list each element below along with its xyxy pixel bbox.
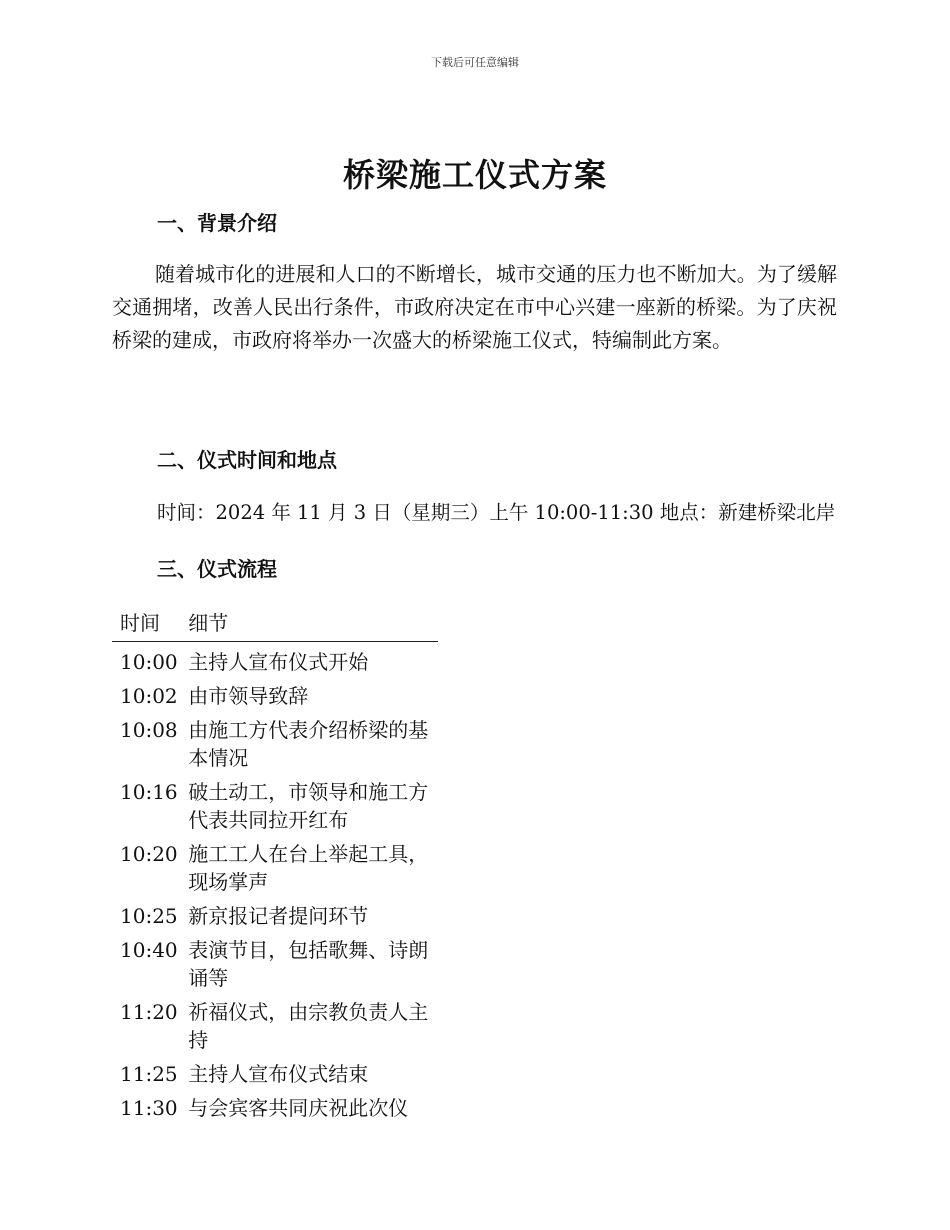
table-row (112, 775, 438, 837)
row-detail: 由施工方代表介绍桥梁的基本情况 (188, 718, 429, 770)
row-detail: 新京报记者提问环节 (188, 904, 369, 928)
row-detail: 施工工人在台上举起工具，现场掌声 (188, 842, 429, 894)
row-time: 11:30 (120, 1096, 178, 1120)
row-time: 11:25 (120, 1062, 178, 1086)
page-title: 桥梁施工仪式方案 (342, 156, 607, 194)
row-time: 10:02 (120, 684, 178, 708)
row-detail: 表演节目，包括歌舞、诗朗诵等 (188, 938, 429, 990)
row-detail: 祈福仪式，由宗教负责人主持 (188, 1000, 429, 1052)
row-detail: 破土动工，市领导和施工方代表共同拉开红布 (188, 780, 429, 832)
schedule-body (112, 642, 438, 1126)
table-row (112, 1091, 438, 1125)
row-time: 10:08 (120, 718, 178, 742)
header-note: 下载后可任意编辑 (431, 56, 519, 69)
table-row (112, 713, 438, 775)
table-row (112, 837, 438, 899)
row-detail: 主持人宣布仪式结束 (188, 1062, 369, 1086)
table-row (112, 679, 438, 713)
column-header-detail: 细节 (180, 607, 438, 642)
table-row (112, 899, 438, 933)
row-time: 10:00 (120, 650, 178, 674)
row-time: 10:25 (120, 904, 178, 928)
column-header-time: 时间 (112, 607, 180, 642)
table-row (112, 933, 438, 995)
row-time: 11:20 (120, 1000, 178, 1024)
row-detail: 由市领导致辞 (188, 684, 309, 708)
table-row (112, 995, 438, 1057)
section-heading-background: 一、背景介绍 (157, 211, 277, 235)
schedule-header-row (112, 607, 438, 642)
row-detail: 与会宾客共同庆祝此次仪 (188, 1096, 409, 1120)
section-heading-time-place: 二、仪式时间和地点 (157, 448, 337, 472)
table-row (112, 642, 438, 680)
time-place-text: 时间：2024 年 11 月 3 日（星期三）上午 10:00-11:30 地点：新建桥梁北岸 (157, 501, 836, 524)
row-time: 10:40 (120, 938, 178, 962)
row-time: 10:20 (120, 842, 178, 866)
section-heading-procedure: 三、仪式流程 (157, 557, 277, 581)
schedule-table (112, 607, 438, 1125)
table-row (112, 1057, 438, 1091)
row-time: 10:16 (120, 780, 178, 804)
background-paragraph: 随着城市化的进展和人口的不断增长，城市交通的压力也不断加大。为了缓解交通拥堵，改善人民出行条件，市政府决定在市中心兴建一座新的桥梁。为了庆祝桥梁的建成，市政府将举办一次盛大的桥梁施工仪式，特编制此方案。 (112, 262, 837, 352)
row-detail: 主持人宣布仪式开始 (188, 650, 369, 674)
